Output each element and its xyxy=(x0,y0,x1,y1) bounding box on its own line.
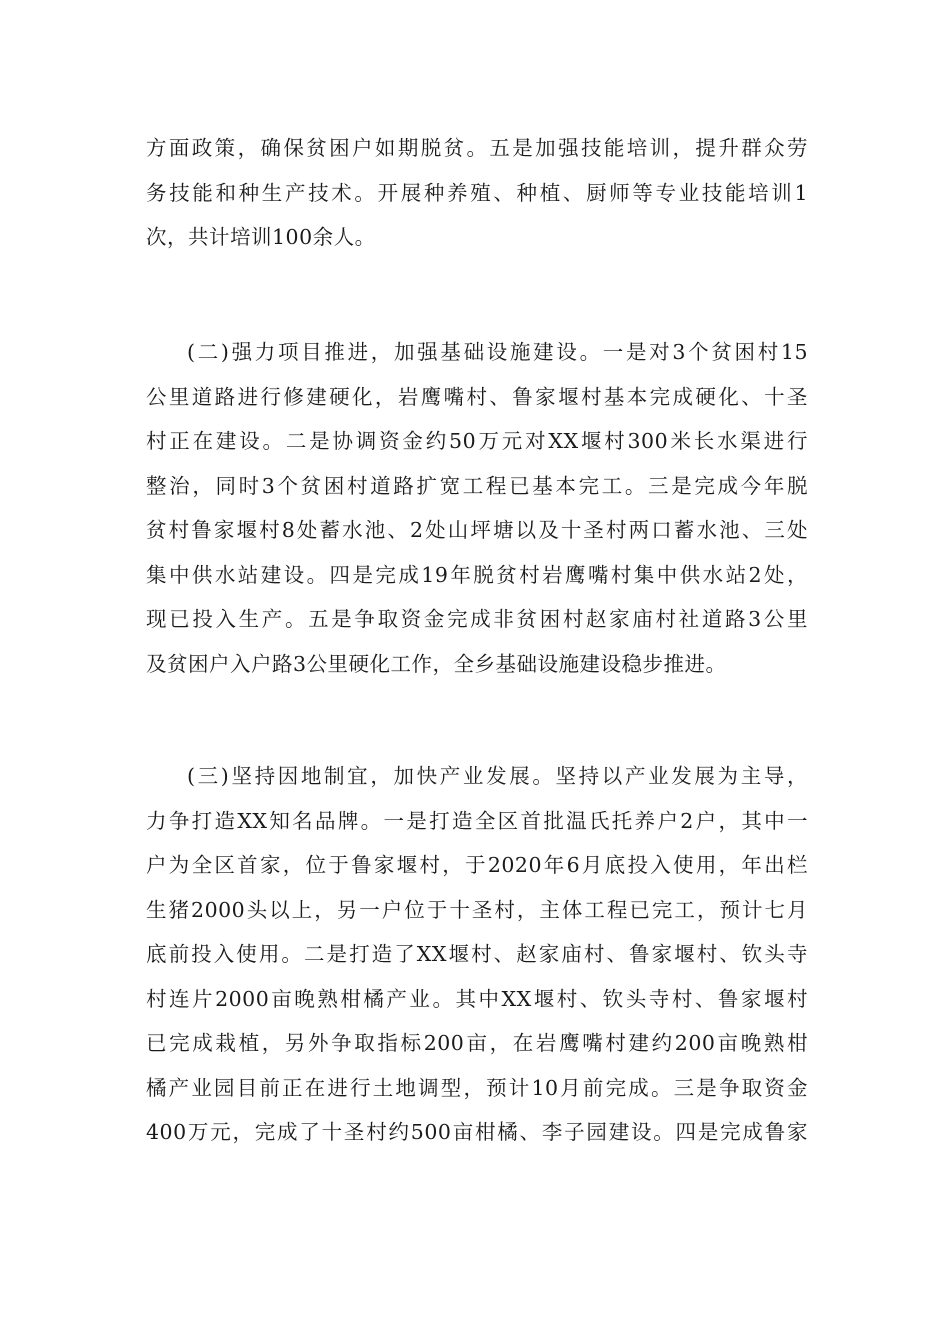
text-line: 400万元，完成了十圣村约500亩柑橘、李子园建设。四是完成鲁家 xyxy=(146,1120,808,1144)
text-line: 公里道路进行修建硬化，岩鹰嘴村、鲁家堰村基本完成硬化、十圣 xyxy=(146,384,808,409)
text-line: 务技能和种生产技术。开展种养殖、种植、厨师等专业技能培训1 xyxy=(146,180,808,205)
text-line: 村连片2000亩晚熟柑橘产业。其中XX堰村、钦头寺村、鲁家堰村 xyxy=(146,986,808,1011)
paragraph-industry-development xyxy=(146,754,808,1155)
text-line: 橘产业园目前正在进行土地调型，预计10月前完成。三是争取资金 xyxy=(146,1075,808,1100)
text-line: (三)坚持因地制宜，加快产业发展。坚持以产业发展为主导， xyxy=(187,764,808,788)
text-line: 生猪2000头以上，另一户位于十圣村，主体工程已完工，预计七月 xyxy=(146,897,808,922)
paragraph-skills-training xyxy=(146,126,808,260)
text-line: 次，共计培训100余人。 xyxy=(146,225,376,249)
text-line: 整治，同时3个贫困村道路扩宽工程已基本完工。三是完成今年脱 xyxy=(146,473,808,498)
text-line: 集中供水站建设。四是完成19年脱贫村岩鹰嘴村集中供水站2处， xyxy=(146,562,808,587)
text-line: 方面政策，确保贫困户如期脱贫。五是加强技能培训，提升群众劳 xyxy=(146,136,808,160)
text-line: 底前投入使用。二是打造了XX堰村、赵家庙村、鲁家堰村、钦头寺 xyxy=(146,942,808,966)
text-line: (二)强力项目推进，加强基础设施建设。一是对3个贫困村15 xyxy=(187,340,808,364)
text-line: 贫村鲁家堰村8处蓄水池、2处山坪塘以及十圣村两口蓄水池、三处 xyxy=(146,518,808,542)
text-line: 户为全区首家，位于鲁家堰村，于2020年6月底投入使用，年出栏 xyxy=(146,853,808,877)
text-line: 已完成栽植，另外争取指标200亩，在岩鹰嘴村建约200亩晚熟柑 xyxy=(146,1031,808,1055)
paragraph-infrastructure xyxy=(146,330,808,686)
text-line: 力争打造XX知名品牌。一是打造全区首批温氏托养户2户，其中一 xyxy=(146,808,808,833)
text-line: 村正在建设。二是协调资金约50万元对XX堰村300米长水渠进行 xyxy=(146,429,808,453)
text-line: 现已投入生产。五是争取资金完成非贫困村赵家庙村社道路3公里 xyxy=(146,607,808,631)
text-line: 及贫困户入户路3公里硬化工作，全乡基础设施建设稳步推进。 xyxy=(146,651,727,676)
